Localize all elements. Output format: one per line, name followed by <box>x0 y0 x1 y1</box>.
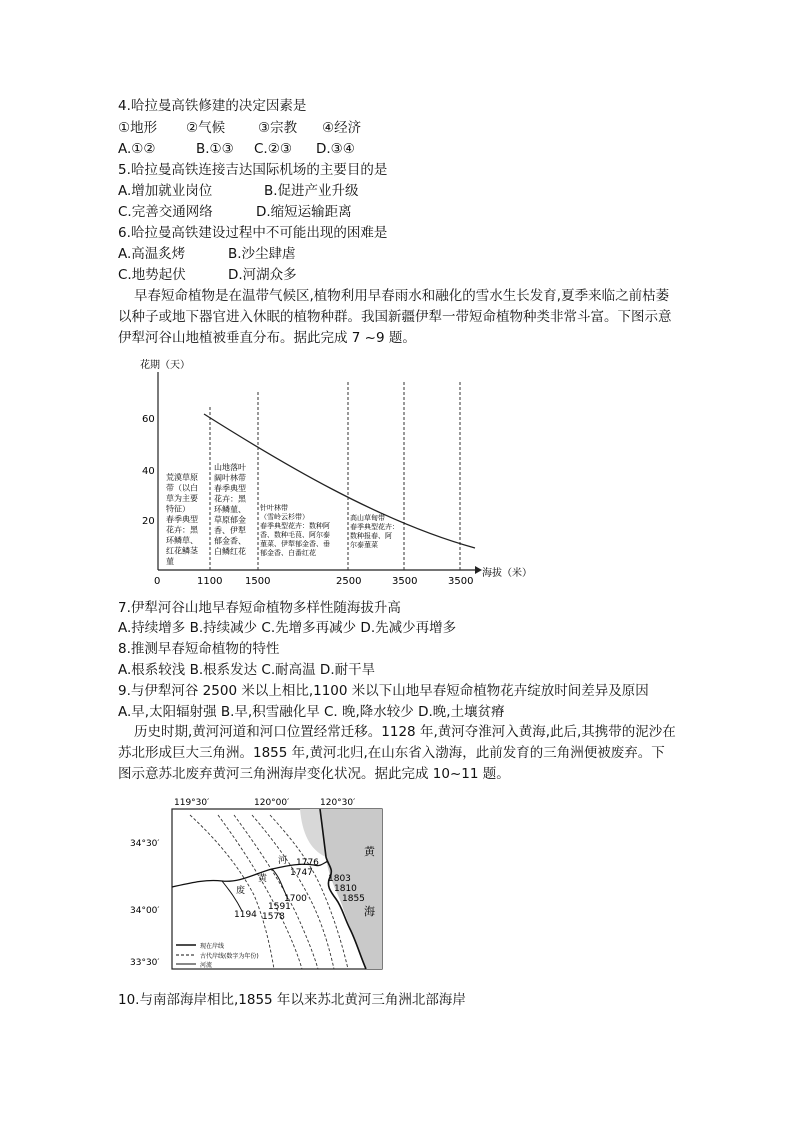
q8-stem: 8.推测早春短命植物的特性 <box>118 641 280 657</box>
q7-stem: 7.伊犁河谷山地早春短命植物多样性随海拔升高 <box>118 600 401 616</box>
q5-stem: 5.哈拉曼高铁连接吉达国际机场的主要目的是 <box>118 162 388 178</box>
q10-stem: 10.与南部海岸相比,1855 年以来苏北黄河三角洲北部海岸 <box>118 992 466 1008</box>
zone-text-line: 红花鳞茎 <box>166 546 198 556</box>
q4-choice: B.①③ <box>196 141 234 157</box>
x-tick-label: 1500 <box>245 576 271 587</box>
q6-choice: D.河湖众多 <box>228 267 297 283</box>
x-tick-label: 3500 <box>448 576 474 587</box>
x-tick-label: 1100 <box>197 576 223 587</box>
land-label: 黄 <box>258 874 268 884</box>
legend-label: 古代岸线(数字为年份) <box>200 953 259 960</box>
lon-label: 119°30′ <box>174 798 210 808</box>
y-tick-label: 60 <box>142 414 155 425</box>
year-label: 1700 <box>284 894 307 904</box>
zone-text-line: 白鳞红花 <box>214 547 246 556</box>
zone-text-line: 菫 <box>166 557 174 566</box>
x-axis-label: 海拔（米） <box>482 568 532 579</box>
q6-choice: A.高温炙烤 <box>118 246 186 262</box>
q4-choice: A.①② <box>118 141 156 157</box>
passage-yellow-river-delta: 历史时期,黄河河道和河口位置经常迁移。1128 年,黄河夺淮河入黄海,此后,其携带的泥沙在苏北形成巨大三角洲。1855 年,黄河北归,在山东省入渤海，此前发育的三角洲便被废弃。下图示意苏北废弃黄河三角洲海岸变化状况。据此完成 10~11 题。 <box>118 724 676 782</box>
zone-text-line: 阔叶林带 <box>214 473 246 483</box>
q6-choices-row1 <box>118 244 296 264</box>
year-label: 1803 <box>328 874 351 884</box>
sea-label: 海 <box>364 905 375 918</box>
zone-text-line: 特征） <box>166 504 190 514</box>
zone-text-line: 春季典型花卉： <box>350 523 399 531</box>
q6-choices-row2 <box>118 265 297 285</box>
q8-choices: A.根系较浅 B.根系发达 C.耐高温 D.耐干旱 <box>118 662 376 678</box>
year-label: 1578 <box>262 912 285 922</box>
q4-item: ①地形 <box>118 120 158 136</box>
lat-label: 34°30′ <box>130 839 160 849</box>
zone-text-line: 环鳞草、 <box>166 536 198 545</box>
q6-stem: 6.哈拉曼高铁建设过程中不可能出现的困难是 <box>118 225 388 241</box>
q5-choices-row1 <box>118 181 359 201</box>
zone-text-line: 花卉：黑 <box>214 494 246 504</box>
q4-stem: 4.哈拉曼高铁修建的决定因素是 <box>118 98 307 114</box>
x-tick-label: 3500 <box>392 576 418 587</box>
zone-text-line: 草原郁金 <box>214 515 246 525</box>
zone-text-line: 郁金香、白番红花 <box>260 549 316 557</box>
vegetation-zone-chart <box>130 352 550 592</box>
zone-text-line: 春季典型 <box>214 484 246 493</box>
q6-choice: C.地势起伏 <box>118 267 186 283</box>
zone-text-line: 环鳞菫、 <box>214 505 246 514</box>
delta-coastline-map <box>130 795 390 975</box>
year-label: 1194 <box>234 910 257 920</box>
q9-choices: A.早,太阳辐射强 B.早,积雪融化早 C. 晚,降水较少 D.晚,土壤贫瘠 <box>118 704 505 720</box>
lon-label: 120°00′ <box>254 798 290 808</box>
zone-desert-steppe <box>166 472 199 566</box>
zone-text-line: 菫菜、伊犁郁金香、垂 <box>260 540 330 548</box>
q4-choices <box>118 139 355 159</box>
legend-label: 现在岸线 <box>200 943 225 950</box>
zone-text-line: 春季典型花卉：数种阿 <box>260 522 330 530</box>
q7-choices: A.持续增多 B.持续减少 C.先增多再减少 D.先减少再增多 <box>118 620 457 636</box>
zone-text-line: 尔泰菫菜 <box>350 541 378 549</box>
zone-text-line: 带（以白 <box>166 483 198 493</box>
land-label: 废 <box>236 886 246 896</box>
zone-text-line: 春季典型 <box>166 515 198 524</box>
zone-text-line: 草为主要 <box>166 494 198 503</box>
x-tick-label: 0 <box>154 576 161 587</box>
q5-choice: D.缩短运输距离 <box>256 204 352 220</box>
q5-choices-row2 <box>118 202 352 222</box>
sea-label: 黄 <box>364 845 375 858</box>
y-tick-label: 40 <box>142 466 155 477</box>
q4-item: ③宗教 <box>258 120 298 136</box>
year-label: 1747 <box>290 868 313 878</box>
q4-item: ④经济 <box>322 120 362 136</box>
q6-choice: B.沙尘肆虐 <box>228 246 296 262</box>
land-label: 河 <box>278 856 288 866</box>
lat-label: 33°30′ <box>130 958 160 968</box>
q4-item: ②气候 <box>186 120 226 136</box>
y-axis-label: 花期（天） <box>140 360 190 371</box>
zone-text-line: 山地落叶 <box>214 463 246 472</box>
q5-choice: A.增加就业岗位 <box>118 183 213 199</box>
year-label: 1855 <box>342 894 365 904</box>
passage-ephemeral-plants: 早春短命植物是在温带气候区,植物利用早春雨水和融化的雪水生长发育,夏季来临之前枯萎以种子或地下器官进入休眠的植物种群。我国新疆伊犁一带短命植物种类非常斗富。下图示意伊犁河谷山地植被垂直分布。据此完成 7 ~9 题。 <box>118 288 672 346</box>
q5-choice: B.促进产业升级 <box>264 183 359 199</box>
x-tick-label: 2500 <box>336 576 362 587</box>
q4-choice: D.③④ <box>316 141 355 157</box>
q4-items <box>118 118 361 138</box>
zone-deciduous-forest <box>214 462 247 556</box>
zone-text-line: 花卉：黑 <box>166 525 198 535</box>
zone-text-line: 郁金香、 <box>214 536 246 546</box>
zone-text-line: 香、数种毛茛、阿尔泰 <box>260 531 330 539</box>
zone-text-line: 高山草甸带 <box>350 514 385 522</box>
legend-label: 河流 <box>200 962 213 969</box>
zone-text-line: 数种报春、阿 <box>350 532 392 540</box>
lat-label: 34°00′ <box>130 906 160 916</box>
year-label: 1591 <box>268 902 291 912</box>
lon-label: 120°30′ <box>320 798 356 808</box>
zone-text-line: 荒漠草原 <box>166 473 198 482</box>
zone-text-line: 针叶林带 <box>260 504 288 512</box>
q4-choice: C.②③ <box>254 141 292 157</box>
zone-text-line: （雪岭云杉带） <box>260 513 309 521</box>
q5-choice: C.完善交通网络 <box>118 204 213 220</box>
q9-stem: 9.与伊犁河谷 2500 米以上相比,1100 米以下山地早春短命植物花卉绽放时间差异及原因 <box>118 683 649 699</box>
year-label: 1776 <box>296 858 319 868</box>
zone-text-line: 香、伊犁 <box>214 526 246 535</box>
y-tick-label: 20 <box>142 516 155 527</box>
year-label: 1810 <box>334 884 357 894</box>
